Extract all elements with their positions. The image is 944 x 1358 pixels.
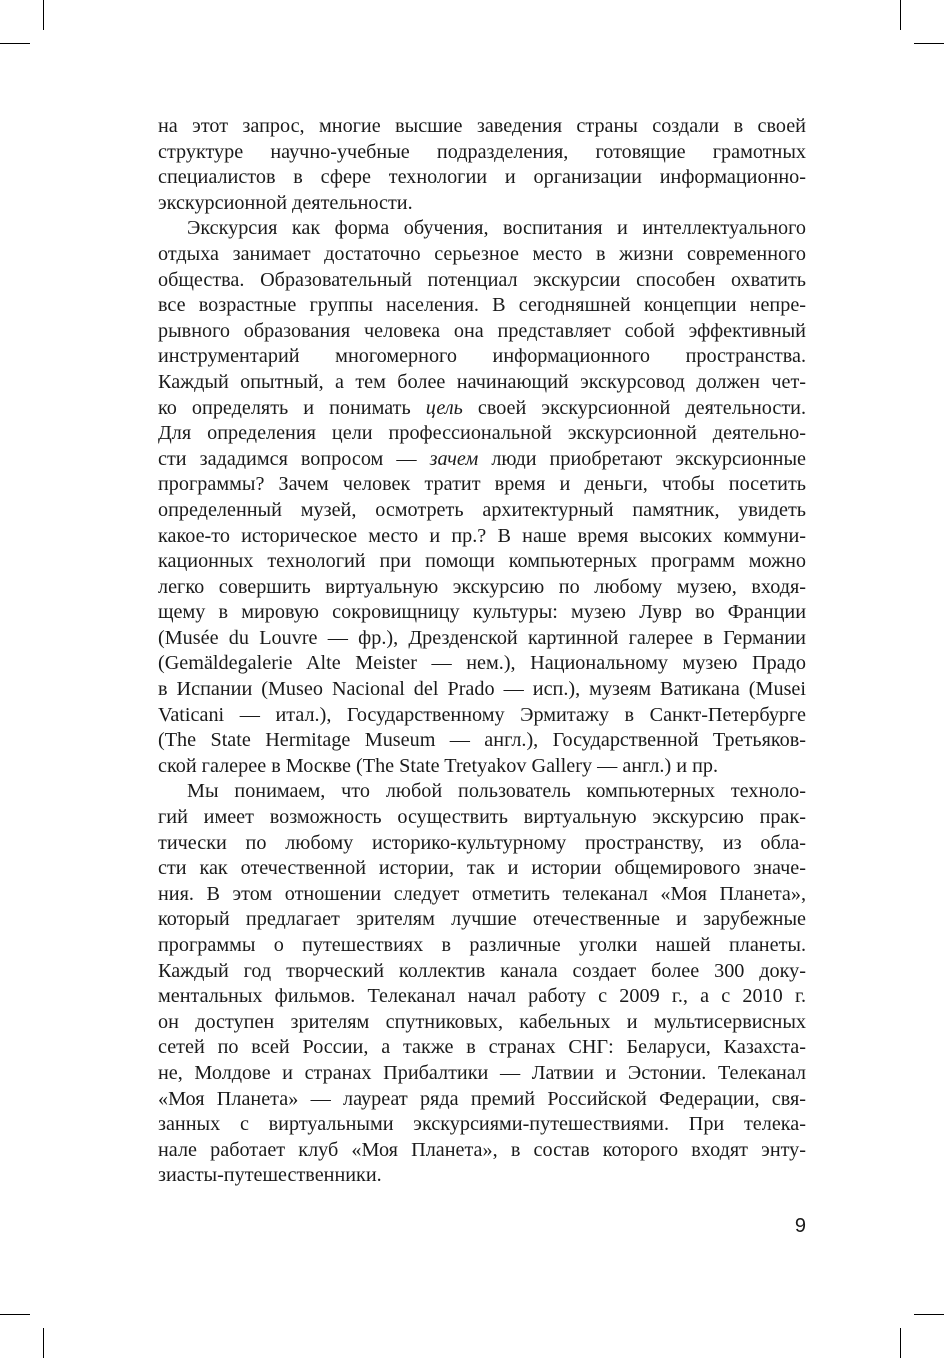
text-line: Каждый год творческий коллектив канала создает более 300 доку- <box>158 959 806 982</box>
text-line: специалистов в сфере технологии и организации информационно- <box>158 166 806 189</box>
text-run: сти зададимся вопросом — <box>158 447 430 470</box>
text-line: Каждый опытный, а тем более начинающий экскурсовод должен чет- <box>158 370 806 393</box>
text-line: Для определения цели профессиональной экскурсионной деятельно- <box>158 422 806 445</box>
text-line: зиасты-путешественники. <box>158 1164 382 1187</box>
crop-mark-top-right-v <box>900 0 901 30</box>
emphasis-text: зачем <box>429 447 479 470</box>
text-line: рывного образования человека она представляет собой эффективный <box>158 319 806 342</box>
crop-mark-top-left-h <box>0 43 30 44</box>
crop-mark-bottom-right-v <box>900 1328 901 1358</box>
text-line: сти как отечественной истории, так и истории общемирового значе- <box>158 857 806 880</box>
text-line: в Испании (Museo Nacional del Prado — исп.), музеям Ватикана (Musei <box>158 678 806 701</box>
emphasis-text: цель <box>425 396 463 419</box>
text-line: Экскурсия как форма обучения, воспитания и интеллектуального <box>187 217 806 240</box>
text-line: все возрастные группы населения. В сегодняшней концепции непре- <box>158 294 806 317</box>
paragraph <box>158 779 806 1189</box>
text-line: легко совершить виртуальную экскурсию по любому музею, входя- <box>158 575 806 598</box>
text-line: общества. Образовательный потенциал экскурсии способен охватить <box>158 268 806 291</box>
text-run: люди приобретают экскурсионные <box>478 447 806 470</box>
text-line: занных с виртуальными экскурсиями-путешествиями. При телека- <box>158 1113 806 1136</box>
text-line: какое-то историческое место и пр.? В наше время высоких коммуни- <box>158 524 806 547</box>
text-line: который предлагает зрителям лучшие отечественные и зарубежные <box>158 908 806 931</box>
crop-mark-top-left-v <box>43 0 44 30</box>
paragraph <box>158 216 806 779</box>
text-line: Мы понимаем, что любой пользователь компьютерных техноло- <box>187 780 806 803</box>
crop-mark-bottom-left-v <box>43 1328 44 1358</box>
page-number: 9 <box>794 1215 806 1237</box>
text-line: экскурсионной деятельности. <box>158 191 413 214</box>
text-line: Vaticani — итал.), Государственному Эрмитажу в Санкт-Петербурге <box>158 703 806 726</box>
text-line: нале работает клуб «Моя Планета», в состав которого входят энту- <box>158 1138 806 1161</box>
text-run: ко определять и понимать <box>158 396 426 419</box>
text-line: ния. В этом отношении следует отметить телеканал «Моя Планета», <box>158 882 806 905</box>
text-line: гий имеет возможность осуществить виртуальную экскурсию прак- <box>158 806 806 829</box>
text-line: «Моя Планета» — лауреат ряда премий Российской Федерации, свя- <box>158 1087 806 1110</box>
text-line: ской галерее в Москве (The State Tretyakov Gallery — англ.) и пр. <box>158 754 719 777</box>
text-line: отдыха занимает достаточно серьезное место в жизни современного <box>158 242 806 265</box>
body-text <box>158 114 806 1189</box>
crop-mark-bottom-left-h <box>0 1314 30 1315</box>
text-line: (Gemäldegalerie Alte Meister — нем.), Национальному музею Прадо <box>158 652 806 675</box>
text-line: щему в мировую сокровищницу культуры: музею Лувр во Франции <box>158 601 806 624</box>
text-line: определенный музей, осмотреть архитектурный памятник, увидеть <box>158 498 806 521</box>
crop-mark-bottom-right-h <box>914 1314 944 1315</box>
text-line: структуре научно-учебные подразделения, готовящие грамотных <box>158 140 806 163</box>
crop-mark-top-right-h <box>914 43 944 44</box>
text-line: программы? Зачем человек тратит время и деньги, чтобы посетить <box>158 473 806 496</box>
paragraph <box>158 114 806 216</box>
text-line: на этот запрос, многие высшие заведения страны создали в своей <box>158 115 806 137</box>
text-line: тически по любому историко-культурному пространству, из обла- <box>158 831 806 854</box>
text-line <box>158 396 806 422</box>
text-line: программы о путешествиях в различные уголки нашей планеты. <box>158 934 806 956</box>
text-line: он доступен зрителям спутниковых, кабельных и мультисервисных <box>158 1010 806 1033</box>
text-line: не, Молдове и странах Прибалтики — Латвии и Эстонии. Телеканал <box>158 1061 806 1084</box>
text-line: инструментарий многомерного информационного пространства. <box>158 345 806 368</box>
text-line: (Musée du Louvre — фр.), Дрезденской картинной галерее в Германии <box>158 626 806 649</box>
text-line: ментальных фильмов. Телеканал начал работу с 2009 г., а с 2010 г. <box>158 985 806 1008</box>
text-line: сетей по всей России, а также в странах СНГ: Беларуси, Казахста- <box>158 1036 806 1059</box>
text-line <box>158 447 806 473</box>
text-run: своей экскурсионной деятельности. <box>462 396 807 419</box>
text-line: кационных технологий при помощи компьютерных программ можно <box>158 550 806 573</box>
text-line: (The State Hermitage Museum — англ.), Государственной Третьяков- <box>158 729 806 752</box>
